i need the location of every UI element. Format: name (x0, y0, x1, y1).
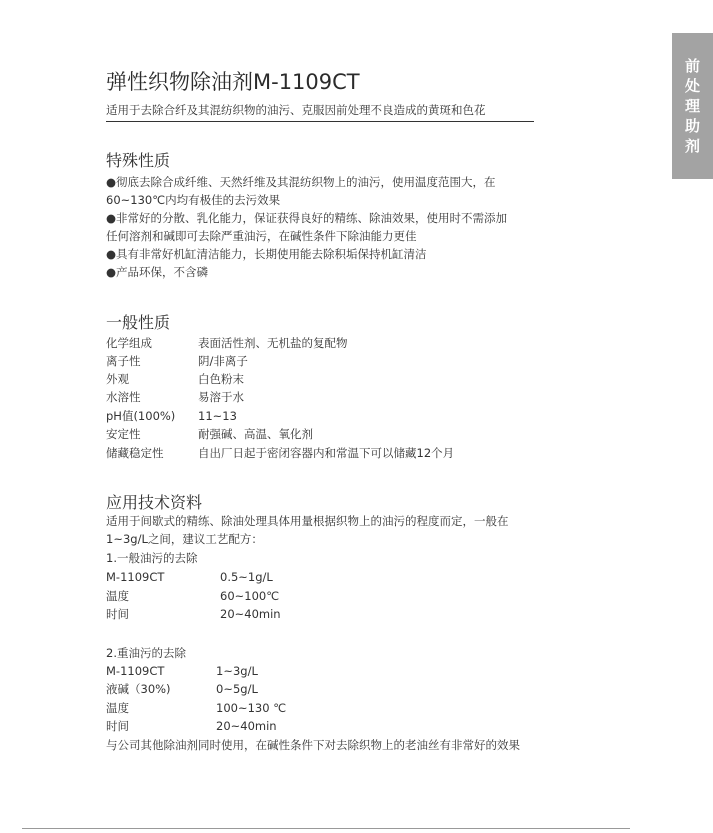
property-row (106, 334, 566, 352)
side-tab-char: 剂 (684, 137, 700, 155)
property-name: 离子性 (106, 354, 141, 368)
special-line: 60~130℃内均有极佳的去污效果 (106, 193, 281, 207)
side-tab-char: 处 (684, 77, 700, 95)
application-intro-line: 1~3g/L之间，建议工艺配方： (106, 532, 263, 546)
page-title: 弹性织物除油剂M-1109CT (106, 70, 360, 94)
property-name: 化学组成 (106, 336, 152, 350)
property-value: 表面活性剂、无机盐的复配物 (198, 336, 348, 350)
recipe-item: 时间 (106, 719, 129, 733)
application-intro-line: 适用于间歇式的精练、除油处理具体用量根据织物上的油污的程度而定，一般在 (106, 514, 509, 528)
property-row (106, 444, 566, 462)
property-name: 储藏稳定性 (106, 446, 164, 460)
recipe-row (106, 699, 566, 717)
recipe-item: 温度 (106, 701, 129, 715)
special-line: ●具有非常好机缸清洁能力，长期使用能去除积垢保持机缸清洁 (106, 247, 427, 261)
side-tab-char: 理 (684, 97, 700, 115)
property-name: 安定性 (106, 427, 141, 441)
property-row (106, 425, 566, 443)
special-line: ●彻底去除合成纤维、天然纤维及其混纺织物上的油污，使用温度范围大，在 (106, 175, 496, 189)
general-properties-heading: 一般性质 (106, 313, 171, 332)
property-value: 易溶于水 (198, 390, 244, 404)
property-row (106, 407, 566, 425)
recipe-value: 60~100℃ (220, 589, 280, 603)
recipe-row (106, 605, 566, 623)
application-heading: 应用技术资料 (106, 493, 203, 512)
property-value: 自出厂日起于密闭容器内和常温下可以储藏12个月 (198, 446, 455, 460)
application-note: 与公司其他除油剂同时使用，在碱性条件下对去除织物上的老油丝有非常好的效果 (106, 738, 520, 752)
recipe-value: 20~40min (220, 607, 281, 621)
recipe-row (106, 717, 566, 735)
recipe-row (106, 568, 566, 586)
recipe-value: 100~130 ℃ (216, 701, 287, 715)
side-tab-char: 前 (684, 57, 700, 75)
special-line: 任何溶剂和碱即可去除严重油污，在碱性条件下除油能力更佳 (106, 229, 417, 243)
recipe-item: M-1109CT (106, 664, 165, 678)
footer-divider (22, 828, 630, 829)
property-value: 11~13 (198, 409, 237, 423)
property-name: 水溶性 (106, 390, 141, 404)
section1-title: 1.一般油污的去除 (106, 551, 198, 565)
property-value: 耐强碱、高温、氧化剂 (198, 427, 313, 441)
side-tab-char: 助 (684, 117, 700, 135)
property-row (106, 370, 566, 388)
property-value: 白色粉末 (198, 372, 244, 386)
recipe-item: M-1109CT (106, 570, 165, 584)
property-name: pH值(100%) (106, 409, 176, 423)
property-row (106, 388, 566, 406)
recipe-row (106, 680, 566, 698)
special-properties-heading: 特殊性质 (106, 151, 171, 170)
page-subtitle: 适用于去除合纤及其混纺织物的油污、克服因前处理不良造成的黄斑和色花 (106, 102, 534, 122)
special-line: ●非常好的分散、乳化能力，保证获得良好的精练、除油效果，使用时不需添加 (106, 211, 508, 225)
recipe-row (106, 587, 566, 605)
recipe-item: 时间 (106, 607, 129, 621)
recipe-row (106, 662, 566, 680)
category-side-tab (672, 33, 713, 179)
recipe-item: 液碱（30%) (106, 682, 171, 696)
recipe-value: 1~3g/L (216, 664, 258, 678)
recipe-value: 20~40min (216, 719, 277, 733)
special-line: ●产品环保，不含磷 (106, 265, 209, 279)
property-row (106, 352, 566, 370)
recipe-item: 温度 (106, 589, 129, 603)
recipe-value: 0~5g/L (216, 682, 258, 696)
property-value: 阴/非离子 (198, 354, 248, 368)
section2-title: 2.重油污的去除 (106, 646, 186, 660)
property-name: 外观 (106, 372, 129, 386)
recipe-value: 0.5~1g/L (220, 570, 273, 584)
